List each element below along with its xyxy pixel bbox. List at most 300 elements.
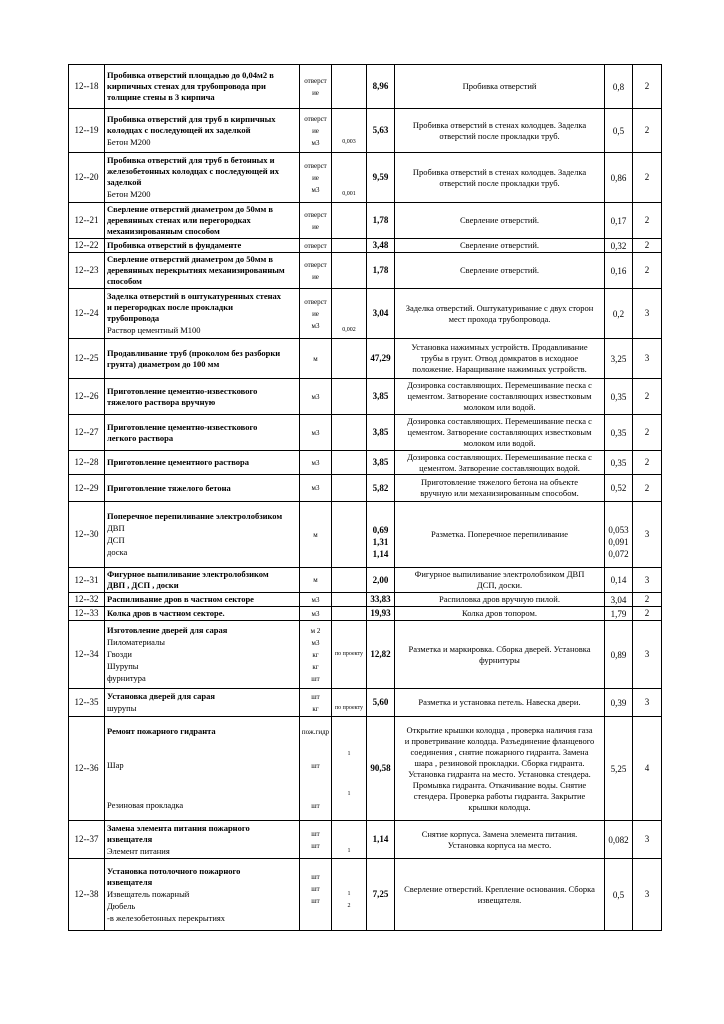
row-code: 12--31 [69,568,105,593]
row-material-unit: кг [312,650,319,659]
row-description [395,717,605,821]
row-name [105,717,300,821]
row-name [105,253,300,289]
row-coefficient [605,253,633,289]
row-title-line: Установка дверей для сарая [107,691,215,701]
row-material: Шар [107,760,124,770]
desc-line: Дозировка составляющих. Перемешивание песка с [407,380,592,390]
row-material-qty [332,475,367,502]
row-unit [300,689,332,717]
text-line: отверст [304,260,327,269]
row-description [395,451,605,475]
text-line: 0,072 [608,548,629,559]
row-price [367,339,395,379]
row-material-amount [332,912,366,924]
row-title-line: железобетонных колодцах с последующей их [107,166,279,176]
row-material: шурупы [107,703,137,713]
row-description [395,689,605,717]
row-category: 3 [633,689,662,717]
row-coefficient [605,689,633,717]
row-category: 3 [633,859,662,931]
desc-line: Фигурное выпиливание электролобзиком ДВП [414,569,585,579]
row-material-amount: по проекту [334,651,364,657]
row-price [367,593,395,607]
spacer [332,823,366,845]
row-description [395,65,605,109]
desc-line: Пробивка отверстий [462,81,537,91]
row-category: 2 [633,203,662,239]
row-material-amount: 1 [347,751,351,757]
text-line: 0,39 [610,697,627,708]
spacer [332,625,366,636]
row-title-line: Изготовление дверей для сарая [107,625,228,635]
text-line: м3 [311,458,320,467]
table-row [69,607,662,621]
row-title-line: Приготовление тяжелого бетона [107,482,231,493]
desc-line: Сверление отверстий. [459,215,540,225]
spacer [332,866,366,888]
row-material: Извещатель пожарный [107,888,190,899]
row-title-line: толщине стены в 3 кирпича [107,92,215,102]
row-material-qty [332,109,367,153]
text-line: 0,35 [610,427,627,438]
row-material-amount: 1 [347,791,351,797]
row-material: Дюбель [107,900,136,911]
row-material-qty [332,621,367,689]
spacer [332,114,366,136]
row-material-qty [332,568,367,593]
row-code: 12--21 [69,203,105,239]
text-line: м3 [311,609,320,618]
row-price-value: 2,00 [372,574,389,585]
text-line: ие [312,222,319,231]
row-unit [300,475,332,502]
row-code: 12--36 [69,717,105,821]
row-price [367,153,395,203]
table-row [69,502,662,568]
row-coefficient [605,339,633,379]
text-line: ие [312,309,319,318]
row-description [395,109,605,153]
table-row [69,153,662,203]
row-title-line: деревянных стенах или перегородках [107,215,251,225]
desc-line: Сверление отверстий. Крепление основания. Сборка [404,883,595,894]
text-line: 1,79 [610,608,627,619]
row-price [367,253,395,289]
row-category: 2 [633,415,662,451]
row-description [395,621,605,689]
text-line: отверст [304,76,327,85]
text-line: 0,5 [612,125,625,136]
row-code: 12--18 [69,65,105,109]
row-material-qty [332,451,367,475]
row-price-value: 3,85 [372,427,389,437]
row-coefficient [605,379,633,415]
text-line: 1,14 [372,548,389,559]
row-title-line: Замена элемента питания пожарного [107,822,250,833]
desc-line: мест прохода трубопровода. [448,313,551,324]
row-unit [300,203,332,239]
text-line: 0,16 [610,265,627,276]
row-code: 12--30 [69,502,105,568]
row-unit [300,109,332,153]
desc-line: отверстий после прокладки труб. [439,177,560,188]
row-unit [300,859,332,931]
row-unit [300,451,332,475]
table-row [69,253,662,289]
price-table [68,64,662,931]
row-price-value: 5,63 [372,125,389,135]
row-material-unit: м3 [311,321,320,330]
text-line: 0,17 [610,215,627,226]
text-line: шт [311,829,320,838]
row-description [395,568,605,593]
row-material-qty [332,203,367,239]
row-price-value: 5,82 [372,482,389,493]
row-material-unit [300,907,331,919]
desc-line: Пробивка отверстий в стенах колодцев. Заделка [412,119,587,130]
table-row [69,475,662,502]
desc-line: положение. Наращивание нажимных устройств. [412,364,587,374]
row-description [395,339,605,379]
text-line: ие [312,272,319,281]
table-row [69,568,662,593]
row-title-line: колодцах с последующей их заделкой [107,124,251,135]
row-material-unit: шт [311,674,320,683]
text-line: 3,25 [610,353,627,364]
row-category: 3 [633,502,662,568]
text-line: отверст [304,297,327,306]
row-price-value: 1,78 [372,265,389,275]
row-title-line: Приготовление цементно-известкового [107,385,258,396]
desc-line: крышки колодца. [468,801,531,812]
text-line: отверст [304,241,327,250]
row-code: 12--29 [69,475,105,502]
row-price-value: 1,78 [372,215,389,225]
row-price-value: 7,25 [372,889,389,899]
row-coefficient [605,821,633,859]
text-line: м3 [311,484,320,492]
row-title-line: грунта) диаметром до 100 мм [107,358,220,369]
row-coefficient [605,203,633,239]
row-name [105,821,300,859]
row-price [367,109,395,153]
row-description [395,203,605,239]
text-line: 0,32 [610,240,627,251]
row-price-value: 3,48 [372,240,389,250]
row-price-value: 9,59 [372,172,389,182]
text-line: 0,52 [610,483,627,493]
row-material-qty [332,502,367,568]
row-coefficient [605,607,633,621]
row-name [105,607,300,621]
row-name [105,239,300,253]
row-name [105,379,300,415]
row-material-amount: по проекту [334,705,364,711]
row-material-qty [332,153,367,203]
row-category: 2 [633,253,662,289]
text-line: 0,082 [608,834,629,845]
row-code: 12--37 [69,821,105,859]
row-category: 2 [633,379,662,415]
row-material-qty [332,415,367,451]
table-row [69,379,662,415]
text-line: 0,053 [608,524,629,535]
row-item: доска [107,547,128,557]
row-code: 12--33 [69,607,105,621]
row-material: Бетон М200 [107,189,151,199]
row-category: 4 [633,717,662,821]
spacer [332,291,366,324]
row-price-value: 47,29 [370,353,391,363]
desc-line: стендера. Проверка работы гидранта. Закрытие [413,790,586,801]
row-unit [300,239,332,253]
row-code: 12--20 [69,153,105,203]
row-code: 12--32 [69,593,105,607]
row-material-amount: 0,003 [342,138,356,145]
row-title-line: легкого раствора [107,432,174,443]
row-category: 2 [633,65,662,109]
row-title-line: Распиливание дров в частном секторе [107,594,254,604]
spacer [332,691,366,702]
row-name [105,153,300,203]
desc-line: молоком или водой. [463,438,536,448]
row-material-qty [332,65,367,109]
table-row [69,451,662,475]
row-title-line: кирпичных стенах для трубопровода при [107,81,266,91]
row-code: 12--35 [69,689,105,717]
text-line: ие [312,126,319,135]
row-title-line: деревянных перекрытиях механизированным [107,265,285,275]
row-description [395,289,605,339]
desc-line: извещателя. [477,894,522,905]
desc-line: Разметка. Поперечное перепиливание [430,529,568,539]
row-material-qty [332,253,367,289]
row-material: Гвозди [107,649,132,659]
spacer [332,737,366,748]
text-line: 0,69 [372,524,389,535]
row-title-line: извещателя [107,833,153,844]
row-price [367,502,395,568]
row-code: 12--22 [69,239,105,253]
row-material-qty [332,717,367,821]
row-coefficient [605,415,633,451]
text-line: шт [311,692,320,701]
row-price [367,475,395,502]
row-price-value: 19,93 [370,608,391,618]
row-material-qty [332,821,367,859]
row-unit [300,502,332,568]
row-material-unit: кг [312,704,319,713]
row-material-unit: м3 [311,138,320,147]
desc-line: Распиловка дров вручную пилой. [439,594,560,604]
table-row [69,203,662,239]
row-code: 12--25 [69,339,105,379]
row-coefficient [605,109,633,153]
row-unit [300,821,332,859]
row-material: -в железобетонных перекрытиях [107,912,226,923]
spacer [605,510,632,524]
desc-line: Установка корпуса на место. [447,839,552,850]
row-name [105,502,300,568]
row-unit [300,415,332,451]
row-title-line: Заделка отверстий в оштукатуренных стенах [107,291,281,301]
row-material: Резиновая прокладка [107,800,184,810]
row-category: 2 [633,451,662,475]
row-code: 12--26 [69,379,105,415]
table-row [69,593,662,607]
row-category: 2 [633,153,662,203]
row-description [395,379,605,415]
row-unit [300,568,332,593]
row-coefficient [605,451,633,475]
desc-line: молоком или водой. [463,402,536,412]
text-line: м3 [311,392,320,401]
row-item: ДСП [107,535,125,545]
row-material-unit: шт [311,896,320,905]
row-description [395,607,605,621]
row-name [105,859,300,931]
row-title-line: Сверление отверстий диаметром до 50мм в [107,204,274,214]
row-category: 3 [633,621,662,689]
row-unit [300,253,332,289]
row-name [105,65,300,109]
row-coefficient [605,859,633,931]
row-name [105,339,300,379]
desc-line: Колка дров топором. [462,608,537,618]
text-line: 0,5 [612,889,625,900]
row-coefficient [605,717,633,821]
row-material-amount: 0,001 [342,191,356,197]
row-price [367,451,395,475]
row-price-value: 5,60 [372,697,389,707]
row-name [105,621,300,689]
row-price [367,821,395,859]
row-title-line: Пробивка отверстий в фундаменте [107,240,242,250]
row-price-value: 12,82 [370,649,391,659]
row-material-qty [332,859,367,931]
row-price-value: 3,85 [372,391,389,401]
text-line: 0,86 [610,172,627,183]
row-material-qty [332,239,367,253]
desc-line: Открытие крышки колодца , проверка наличия газа [406,724,593,735]
row-material-unit: м3 [311,638,320,647]
row-category: 3 [633,339,662,379]
row-title-line: Приготовление цементно-известкового [107,421,258,432]
row-price [367,415,395,451]
table-row [69,239,662,253]
row-price [367,607,395,621]
row-name [105,289,300,339]
desc-line: трубы в грунт. Отвод домкратов в исходное [420,353,579,363]
row-category: 2 [633,239,662,253]
desc-line: Приготовление тяжелого бетона на объекте [420,477,579,487]
desc-line: цементом. Затворение составляющих известковым [407,391,592,401]
desc-line: и проветривание колодца. Разъединение фланцевого [404,735,595,746]
row-category: 2 [633,109,662,153]
desc-line: отверстий после прокладки труб. [439,130,560,141]
table-row [69,859,662,931]
desc-line: Промывка гидранта. Откачивание воды. Снятие [412,779,587,790]
desc-line: вручную или механизированным способом. [420,488,579,498]
row-name [105,475,300,502]
row-price-value: 8,96 [372,81,389,91]
row-unit [300,289,332,339]
row-coefficient [605,593,633,607]
row-title-line: механизированным способом [107,226,220,236]
desc-line: Установка нажимных устройств. Продавливание [411,342,588,352]
text-line: ие [312,88,319,97]
row-price [367,379,395,415]
row-title-line: трубопровода [107,313,160,323]
desc-line: ДСП, доски. [476,580,523,590]
desc-line: Сверление отверстий. [459,240,540,250]
row-code: 12--34 [69,621,105,689]
row-coefficient [605,621,633,689]
desc-line: фурнитуры [479,654,520,665]
row-name [105,689,300,717]
row-price-value: 33,83 [370,594,391,604]
text-line: 1,31 [372,536,389,547]
spacer [332,155,366,188]
row-material-qty [332,289,367,339]
desc-line: цементом. Затворение составляющих известковым [407,427,592,437]
row-code: 12--28 [69,451,105,475]
row-title-line: Приготовление цементного раствора [107,457,249,467]
table-row [69,339,662,379]
row-title-line: тяжелого раствора вручную [107,396,216,407]
spacer [367,510,394,524]
row-price [367,568,395,593]
row-description [395,153,605,203]
row-unit [300,607,332,621]
row-title-line: Пробивка отверстий площадью до 0,04м2 в [107,70,274,80]
row-material-amount: 1 [347,890,351,897]
row-category: 2 [633,593,662,607]
desc-line: Заделка отверстий. Оштукатуривание с двух сторон [405,302,594,313]
row-material-qty [332,593,367,607]
text-line: 0,8 [612,81,625,92]
row-code: 12--24 [69,289,105,339]
row-price [367,65,395,109]
row-code: 12--23 [69,253,105,289]
row-title-line: Поперечное перепиливание электролобзиком [107,511,283,521]
row-coefficient [605,568,633,593]
row-price [367,203,395,239]
desc-line: Разметка и установка петель. Навеска двери. [418,697,581,707]
text-line: шт [311,872,320,881]
table-row [69,689,662,717]
row-material: Пиломатериалы [107,637,165,647]
row-price [367,289,395,339]
row-material-qty [332,379,367,415]
row-title-line: способом [107,276,142,286]
text-line: пож.гидр [301,727,330,736]
row-material-amount: 1 [347,847,351,854]
text-line: отверст [304,114,327,123]
row-unit [300,593,332,607]
row-material-unit: шт [311,884,320,893]
text-line: 5,25 [610,763,627,774]
row-coefficient [605,502,633,568]
row-material-unit: кг [312,662,319,671]
row-price [367,859,395,931]
row-title-line: ДВП , ДСП , доски [107,580,179,590]
text-line: 0,14 [610,575,627,585]
table-row [69,289,662,339]
text-line: отверст [304,161,327,170]
desc-line: Снятие корпуса. Замена элемента питания. [421,828,578,839]
